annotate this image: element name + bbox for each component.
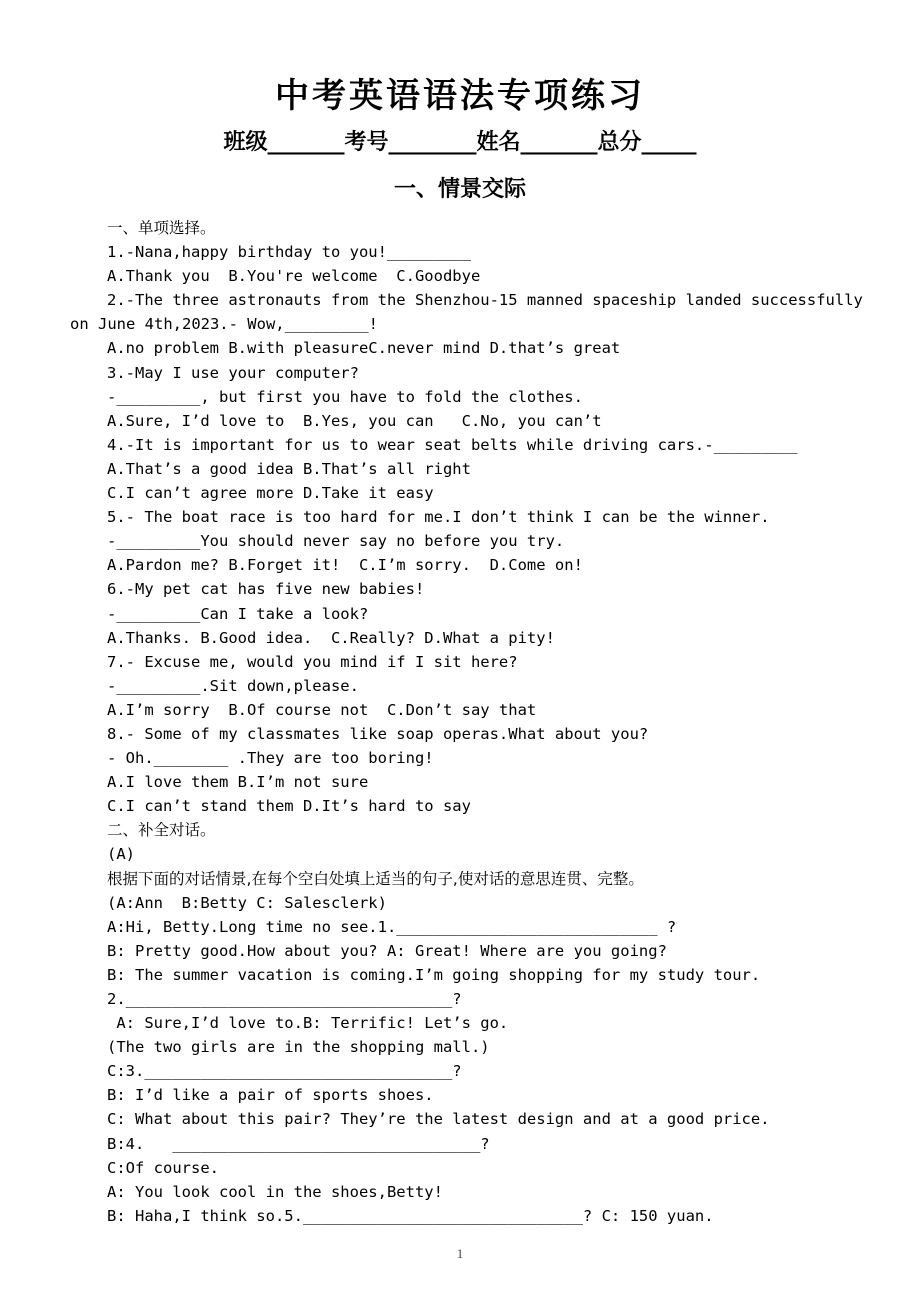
text-line: 7.- Excuse me, would you mind if I sit here? <box>107 652 518 671</box>
text-line: (A:Ann B:Betty C: Salesclerk) <box>107 893 387 912</box>
text-line: -_________, but first you have to fold the clothes. <box>107 387 583 406</box>
text-line: C.I can’t stand them D.It’s hard to say <box>107 797 471 816</box>
text-line: on June 4th,2023.- Wow,_________! <box>70 315 378 334</box>
exercise-body <box>70 216 863 1228</box>
text-line: A.Thank you B.You're welcome C.Goodbye <box>107 267 481 286</box>
text-line: 1.-Nana,happy birthday to you!_________ <box>107 243 471 262</box>
text-line: -_________Can I take a look? <box>107 604 369 623</box>
text-line: 一、单项选择。 <box>107 219 216 237</box>
page-number: 1 <box>456 1246 464 1261</box>
text-line: 根据下面的对话情景,在每个空白处填上适当的句子,使对话的意思连贯、完整。 <box>107 869 644 888</box>
text-line: B: Pretty good.How about you? A: Great! Where are you going? <box>107 941 667 960</box>
student-info-line: 班级_______考号________姓名_______总分_____ <box>223 130 697 155</box>
text-line: B: The summer vacation is coming.I’m going shopping for my study tour. <box>107 965 761 984</box>
text-line: A.I’m sorry B.Of course not C.Don’t say that <box>107 700 537 719</box>
text-line: A: Sure,I’d love to.B: Terrific! Let’s go. <box>107 1014 509 1033</box>
text-line: A.no problem B.with pleasureC.never mind D.that’s great <box>107 339 621 358</box>
section-title: 一、情景交际 <box>393 177 526 202</box>
text-line: 2.___________________________________? <box>107 990 462 1008</box>
text-line: B:4. _________________________________? <box>107 1134 490 1153</box>
text-line: 4.-It is important for us to wear seat belts while driving cars.-_________ <box>107 435 798 454</box>
text-line: C: What about this pair? They’re the latest design and at a good price. <box>107 1110 770 1129</box>
text-line: 2.-The three astronauts from the Shenzhou-15 manned spaceship landed successfully <box>107 291 863 310</box>
text-line: A:Hi, Betty.Long time no see.1.____________________________ ? <box>107 917 677 936</box>
text-line: A.Pardon me? B.Forget it! C.I’m sorry. D.Come on! <box>107 556 583 575</box>
page-title: 中考英语语法专项练习 <box>275 76 645 116</box>
text-line: A.That’s a good idea B.That’s all right <box>107 459 471 478</box>
text-line: - Oh.________ .They are too boring! <box>107 749 434 768</box>
text-line: (A) <box>107 845 135 864</box>
text-line: 8.- Some of my classmates like soap operas.What about you? <box>107 724 649 743</box>
text-line: -_________You should never say no before you try. <box>107 532 565 551</box>
text-line: 3.-May I use your computer? <box>107 363 359 382</box>
text-line: C.I can’t agree more D.Take it easy <box>107 484 434 503</box>
text-line: 5.- The boat race is too hard for me.I don’t think I can be the winner. <box>107 508 770 527</box>
text-line: A.Sure, I’d love to B.Yes, you can C.No, you can’t <box>107 411 602 430</box>
text-line: 二、补全对话。 <box>107 821 216 840</box>
text-line: A.Thanks. B.Good idea. C.Really? D.What a pity! <box>107 628 555 647</box>
text-line: -_________.Sit down,please. <box>107 676 359 695</box>
text-line: B: Haha,I think so.5.______________________________? C: 150 yuan. <box>107 1206 714 1225</box>
text-line: C:3._________________________________? <box>107 1062 462 1081</box>
text-line: 6.-My pet cat has five new babies! <box>107 580 425 599</box>
text-line: B: I’d like a pair of sports shoes. <box>107 1086 434 1105</box>
text-line: A.I love them B.I’m not sure <box>107 773 369 792</box>
text-line: C:Of course. <box>107 1158 219 1177</box>
text-line: A: You look cool in the shoes,Betty! <box>107 1182 443 1201</box>
text-line: (The two girls are in the shopping mall.) <box>107 1038 490 1057</box>
